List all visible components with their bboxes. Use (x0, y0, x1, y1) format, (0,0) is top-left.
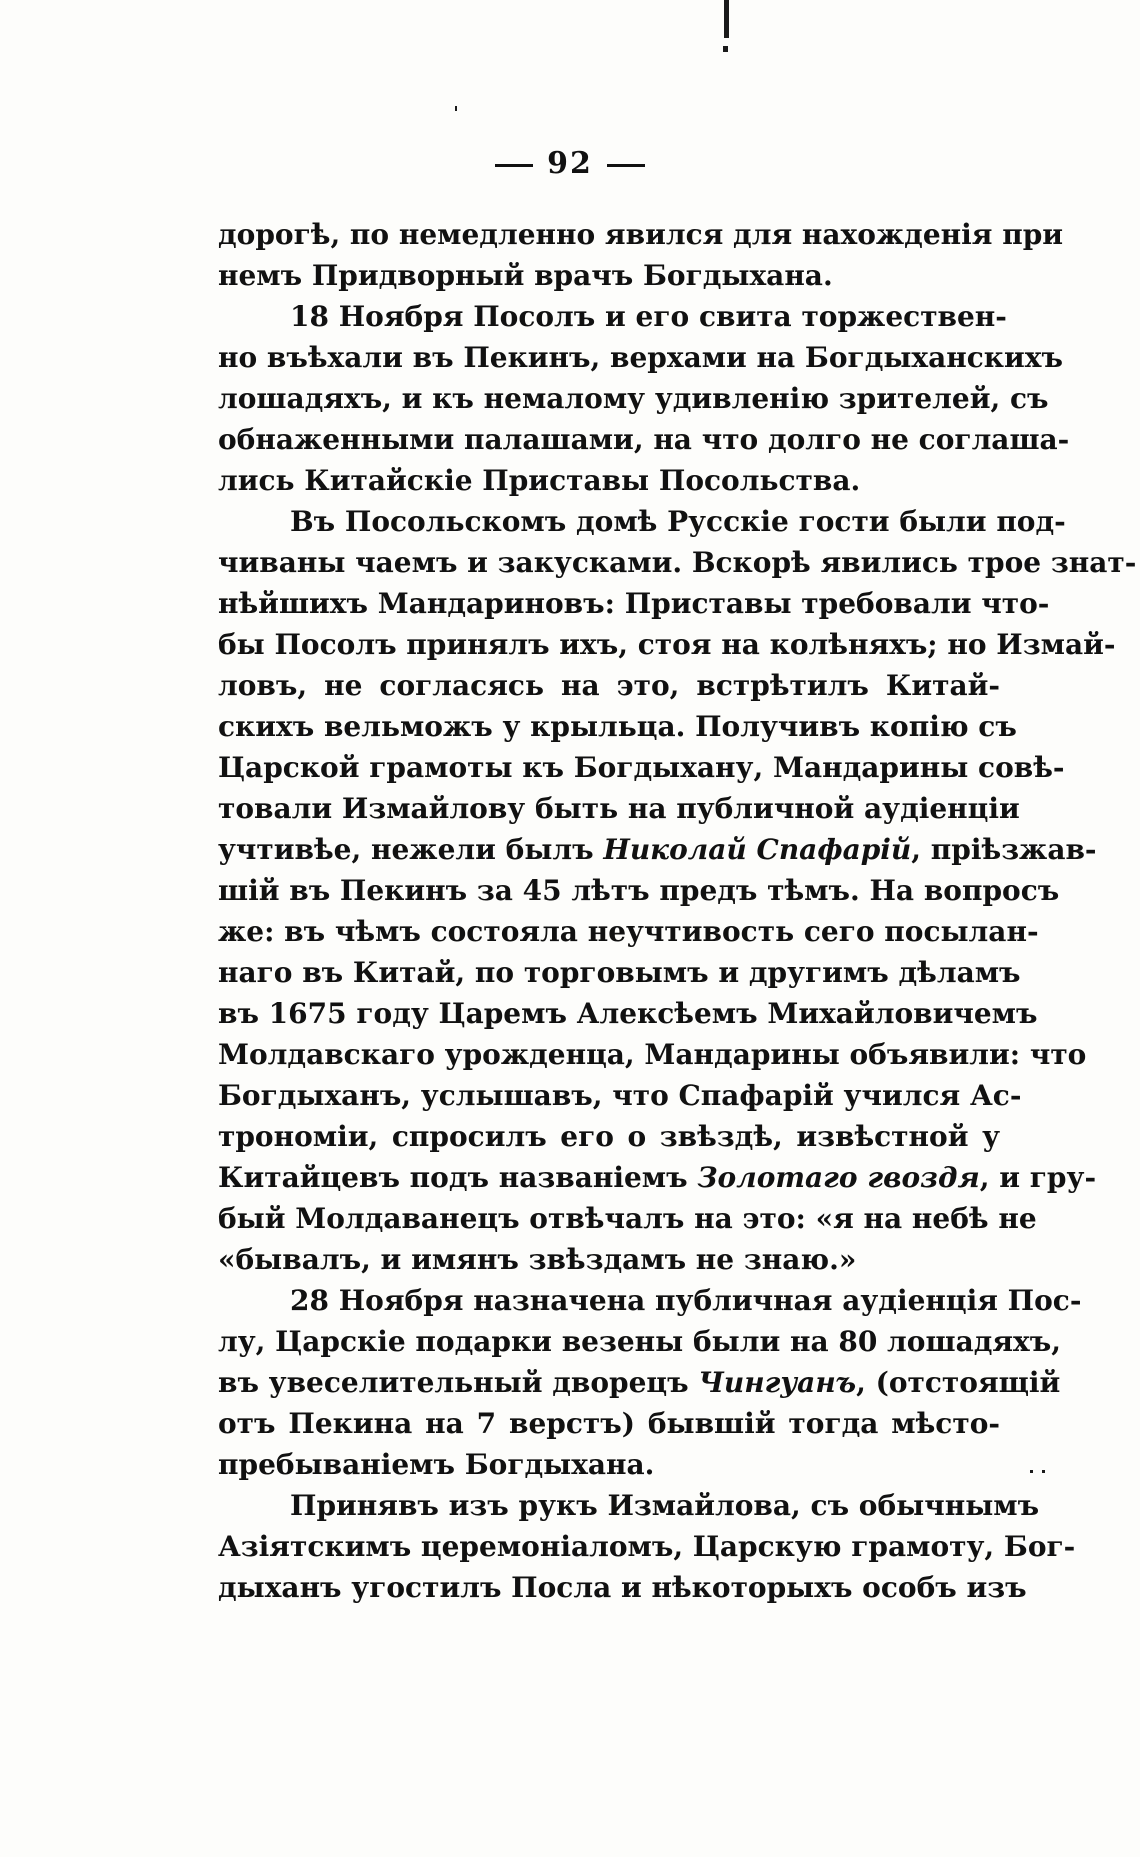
text-line: Въ Посольскомъ домѣ Русскіе гости были под- (290, 505, 1066, 538)
text-line: ловъ, не согласясь на это, встрѣтилъ Китай- (218, 669, 1000, 702)
text-line: немъ Придворный врачъ Богдыхана. (218, 259, 833, 292)
text-line: Азіятскимъ церемоніаломъ, Царскую грамоту, Бог- (218, 1530, 1076, 1563)
text-line: же: въ чѣмъ состояла неучтивость сего посылан- (218, 915, 1039, 948)
italic-name: Золотаго гвоздя (697, 1161, 980, 1194)
text-line: въ 1675 году Царемъ Алексѣемъ Михайловичемъ (218, 997, 1038, 1030)
scan-artifact-dot (455, 106, 457, 111)
page-number: 92 (547, 146, 593, 181)
text-line: но въѣхали въ Пекинъ, верхами на Богдыханскихъ (218, 341, 1063, 374)
text-line: учтивѣе, нежели былъ Николай Спафарій, пріѣзжав- (218, 833, 1097, 866)
italic-name: Чингуанъ (698, 1366, 857, 1399)
header-dash-right (607, 164, 645, 167)
text-line: Царской грамоты къ Богдыхану, Мандарины совѣ- (218, 751, 1065, 784)
text-line: дорогѣ, по немедленно явился для нахожденія при (218, 218, 1064, 251)
text-line: 28 Ноября назначена публичная аудіенція Пос- (290, 1284, 1082, 1317)
scan-artifact-dot (1030, 1470, 1033, 1473)
page-header (0, 146, 1140, 181)
text-line: шій въ Пекинъ за 45 лѣтъ предъ тѣмъ. На вопросъ (218, 874, 1060, 907)
text-line: скихъ вельможъ у крыльца. Получивъ копію съ (218, 710, 1017, 743)
text-line: обнаженными палашами, на что долго не соглаша- (218, 423, 1070, 456)
text-line: «бывалъ, и имянъ звѣздамъ не знаю.» (218, 1243, 857, 1276)
text-line: пребываніемъ Богдыхана. (218, 1448, 655, 1481)
text-line: лись Китайскіе Приставы Посольства. (218, 464, 861, 497)
text-line: въ увеселительный дворецъ Чингуанъ, (отстоящій (218, 1366, 1061, 1399)
scan-artifact-dot (1042, 1470, 1045, 1473)
text-line: чиваны чаемъ и закусками. Вскорѣ явились трое знат- (218, 546, 1137, 579)
text-line: Китайцевъ подъ названіемъ Золотаго гвоздя, и гру- (218, 1161, 1097, 1194)
text-line: Принявъ изъ рукъ Измайлова, съ обычнымъ (290, 1489, 1040, 1522)
text-line: лошадяхъ, и къ немалому удивленію зрителей, съ (218, 382, 1049, 415)
text-line: трономіи, спросилъ его о звѣздѣ, извѣстной у (218, 1120, 1000, 1153)
text-line: отъ Пекина на 7 верстъ) бывшій тогда мѣсто- (218, 1407, 1000, 1440)
text-line: бый Молдаванецъ отвѣчалъ на это: «я на небѣ не (218, 1202, 1037, 1235)
text-line: лу, Царскіе подарки везены были на 80 лошадяхъ, (218, 1325, 1061, 1358)
text-line: нѣйшихъ Мандариновъ: Приставы требовали что- (218, 587, 1050, 620)
text-line: Молдавскаго урожденца, Мандарины объявили: что (218, 1038, 1087, 1071)
text-line: товали Измайлову быть на публичной аудіенціи (218, 792, 1020, 825)
text-line: наго въ Китай, по торговымъ и другимъ дѣламъ (218, 956, 1021, 989)
header-dash-left (495, 164, 533, 167)
italic-name: Николай Спафарій (603, 833, 912, 866)
text-line: Богдыханъ, услышавъ, что Спафарій учился Ас- (218, 1079, 1022, 1112)
text-line: 18 Ноября Посолъ и его свита торжествен- (290, 300, 1007, 333)
scan-artifact-dot (723, 46, 728, 52)
scan-artifact-mark (724, 0, 729, 38)
text-line: дыханъ угостилъ Посла и нѣкоторыхъ особъ изъ (218, 1571, 1027, 1604)
body-text (218, 214, 1137, 1608)
text-line: бы Посолъ принялъ ихъ, стоя на колѣняхъ; но Измай- (218, 628, 1116, 661)
